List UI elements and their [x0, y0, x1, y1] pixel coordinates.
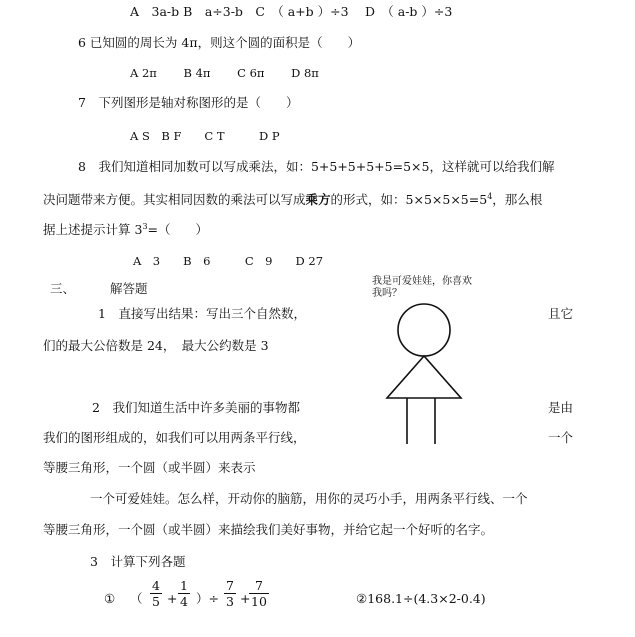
q8-bold-term: 乘方	[305, 192, 331, 208]
q7-options: A S B F C T D P	[130, 129, 280, 143]
doll-label-line1: 我是可爱娃娃，你喜欢	[372, 276, 472, 287]
p1-line1: 1 直接写出结果：写出三个自然数，	[98, 306, 306, 321]
calc1-plus: +	[167, 591, 178, 606]
q8-options: A 3 B 6 C 9 D 27	[133, 254, 324, 268]
doll-body-triangle	[387, 356, 461, 398]
p3-title: 3 计算下列各题	[90, 554, 186, 569]
section-number: 三、	[50, 281, 76, 296]
doll-label-line2: 我吗？	[372, 288, 402, 299]
q8-line2: 决问题带来方便。其实相同因数的乘法可以写成乘方的形式，如：$5\times 5\times 5\times 5=5^4$，那么根	[43, 192, 543, 208]
p2-line2-right: 一个	[548, 430, 574, 445]
calc1-marker: ①	[104, 591, 116, 606]
doll-head-circle	[398, 304, 450, 356]
q7-stem: 7 下列图形是轴对称图形的是（ ）	[78, 95, 299, 110]
fraction-7-10: $\frac{7}{10}$	[251, 578, 267, 609]
calc2-expression: ②168.1÷(4.3×2-0.4)	[356, 591, 486, 606]
q5-options: A 3a-b B a÷3-b C （ a+b ）÷3 D （ a-b ）÷3	[130, 4, 453, 19]
p2-line2: 我们的图形组成的，如我们可以用两条平行线，	[43, 430, 306, 445]
p2-line5: 等腰三角形，一个圆（或半圆）来描绘我们美好事物，并给它起一个好听的名字。	[43, 522, 494, 537]
p2-line4: 一个可爱娃娃。怎么样，开动你的脑筋，用你的灵巧小手，用两条平行线、一个	[90, 491, 528, 506]
q6-stem: 6 已知圆的周长为 4π，则这个圆的面积是（ ）	[78, 35, 361, 50]
fraction-4-5: $\frac{4}{5}$	[152, 578, 160, 609]
q8-line1: 8 我们知道相同加数可以写成乘法，如：5+5+5+5+5=5×5，这样就可以给我们解	[78, 159, 555, 174]
p1-line2: 们的最大公倍数是 24， 最大公约数是 3	[43, 338, 269, 353]
p2-line1: 2 我们知道生活中许多美丽的事物都	[92, 400, 300, 415]
p2-line3: 等腰三角形，一个圆（或半圆）来表示	[43, 460, 256, 475]
q8-line3: 据上述提示计算 $3^3=$（ ）	[43, 222, 209, 238]
fraction-1-4: $\frac{1}{4}$	[180, 578, 188, 609]
calc1-plus2: +	[240, 591, 251, 606]
calc1-open-paren: （	[130, 591, 143, 606]
calc1-close-div: ）÷	[196, 591, 219, 606]
p1-line1-right: 且它	[548, 306, 574, 321]
doll-figure	[380, 298, 470, 448]
p2-line1-right: 是由	[548, 400, 574, 415]
q6-options: A 2π B 4π C 6π D 8π	[130, 66, 319, 80]
fraction-7-3: $\frac{7}{3}$	[226, 578, 234, 609]
section-title: 解答题	[110, 281, 148, 296]
